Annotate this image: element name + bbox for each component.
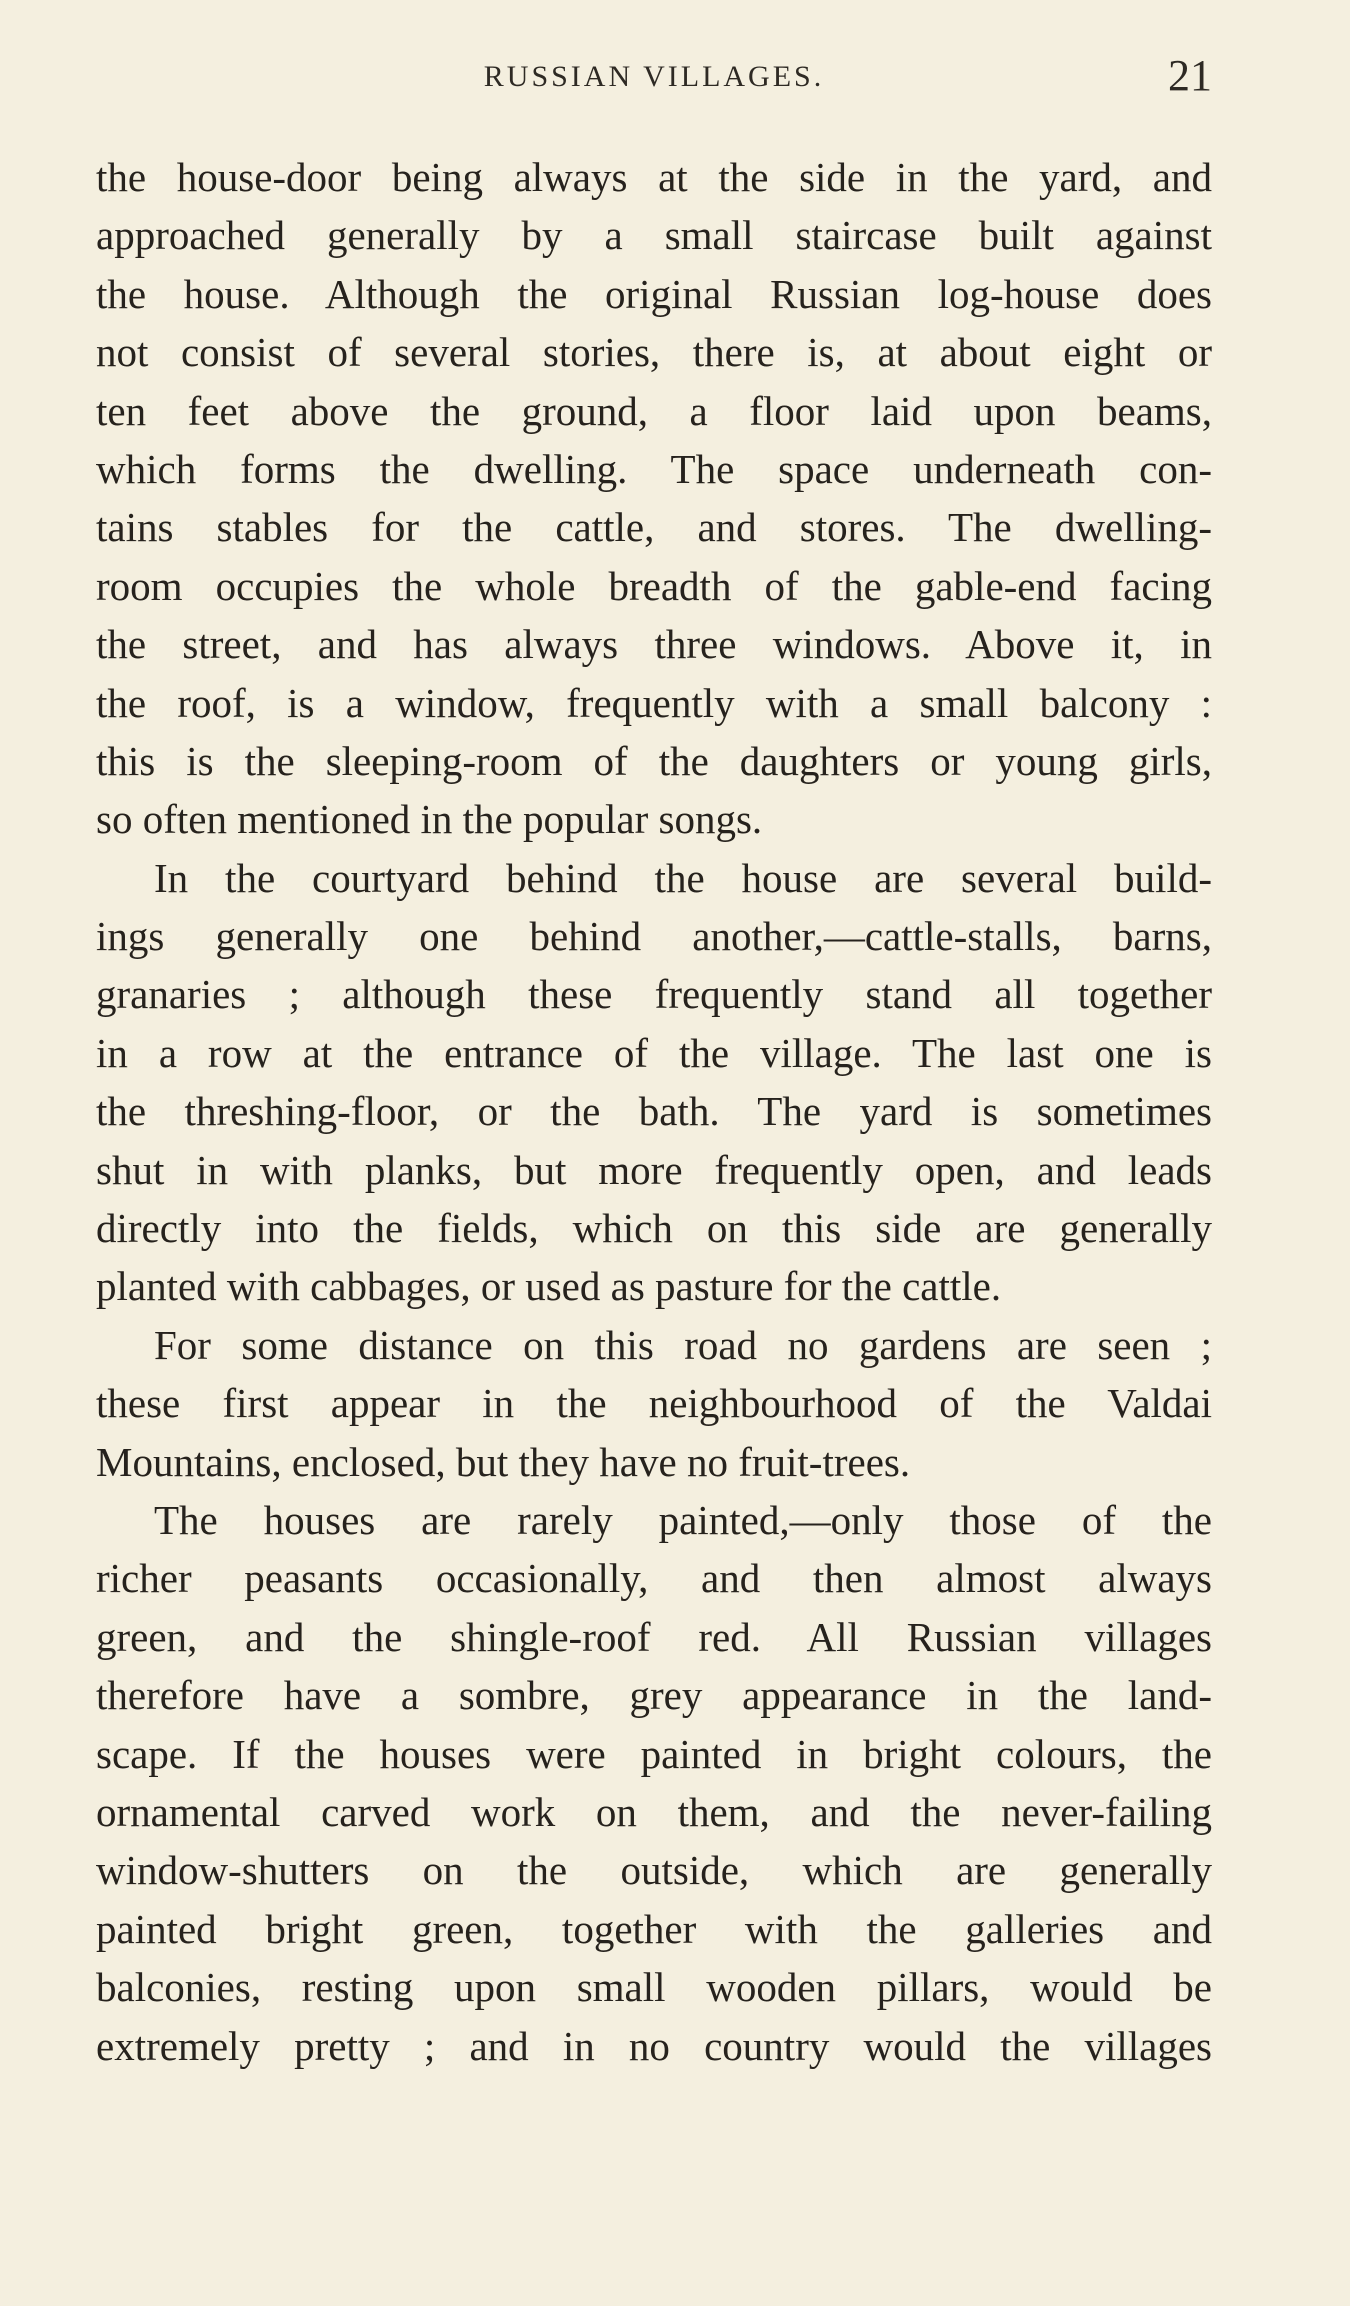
text-line: In the courtyard behind the house are several build- xyxy=(154,854,1212,901)
text-line: shut in with planks, but more frequently open, and leads xyxy=(96,1146,1212,1193)
running-title: RUSSIAN VILLAGES. xyxy=(483,60,825,93)
text-line: approached generally by a small staircase built against xyxy=(96,212,1212,259)
text-line: The houses are rarely painted,—only those of the xyxy=(154,1496,1212,1543)
text-line: granaries ; although these frequently stand all together xyxy=(96,971,1212,1018)
text-line: the street, and has always three windows. Above it, in xyxy=(96,621,1212,668)
text-line: ornamental carved work on them, and the never-failing xyxy=(96,1788,1212,1835)
text-line: ten feet above the ground, a floor laid upon beams, xyxy=(96,387,1212,434)
text-line: Mountains, enclosed, but they have no fruit-trees. xyxy=(96,1438,911,1485)
text-line: balconies, resting upon small wooden pillars, would be xyxy=(96,1964,1212,2011)
text-line: the roof, is a window, frequently with a small balcony : xyxy=(96,679,1212,726)
text-line: the house. Although the original Russian log-house does xyxy=(96,270,1212,317)
text-line: the threshing-floor, or the bath. The yard is sometimes xyxy=(96,1088,1212,1135)
text-line: tains stables for the cattle, and stores. The dwelling- xyxy=(96,504,1212,551)
text-line: therefore have a sombre, grey appearance in the land- xyxy=(96,1672,1212,1719)
text-line: which forms the dwelling. The space underneath con- xyxy=(96,445,1212,492)
page-number: 21 xyxy=(1168,51,1212,100)
text-line: not consist of several stories, there is, at about eight or xyxy=(96,329,1212,376)
text-line: window-shutters on the outside, which are generally xyxy=(96,1847,1212,1894)
text-line: ings generally one behind another,—cattle-stalls, barns, xyxy=(96,913,1212,960)
text-line: planted with cabbages, or used as pasture for the cattle. xyxy=(96,1263,1002,1310)
text-line: room occupies the whole breadth of the gable-end facing xyxy=(96,562,1212,609)
text-line: green, and the shingle-roof red. All Russian villages xyxy=(96,1613,1212,1660)
text-line: painted bright green, together with the galleries and xyxy=(96,1905,1212,1952)
text-line: For some distance on this road no gardens are seen ; xyxy=(154,1321,1212,1368)
text-line: extremely pretty ; and in no country would the villages xyxy=(96,2022,1212,2069)
text-line: this is the sleeping-room of the daughters or young girls, xyxy=(96,737,1212,784)
text-line: these first appear in the neighbourhood of the Valdai xyxy=(96,1380,1212,1427)
text-line: in a row at the entrance of the village. The last one is xyxy=(96,1029,1212,1076)
text-line: directly into the fields, which on this side are generally xyxy=(96,1205,1212,1252)
text-line: scape. If the houses were painted in bright colours, the xyxy=(96,1730,1212,1777)
text-line: so often mentioned in the popular songs. xyxy=(96,796,763,843)
body-text xyxy=(96,148,1212,2075)
text-line: the house-door being always at the side in the yard, and xyxy=(96,154,1212,200)
running-head xyxy=(96,50,1212,106)
text-line: richer peasants occasionally, and then almost always xyxy=(96,1555,1212,1602)
